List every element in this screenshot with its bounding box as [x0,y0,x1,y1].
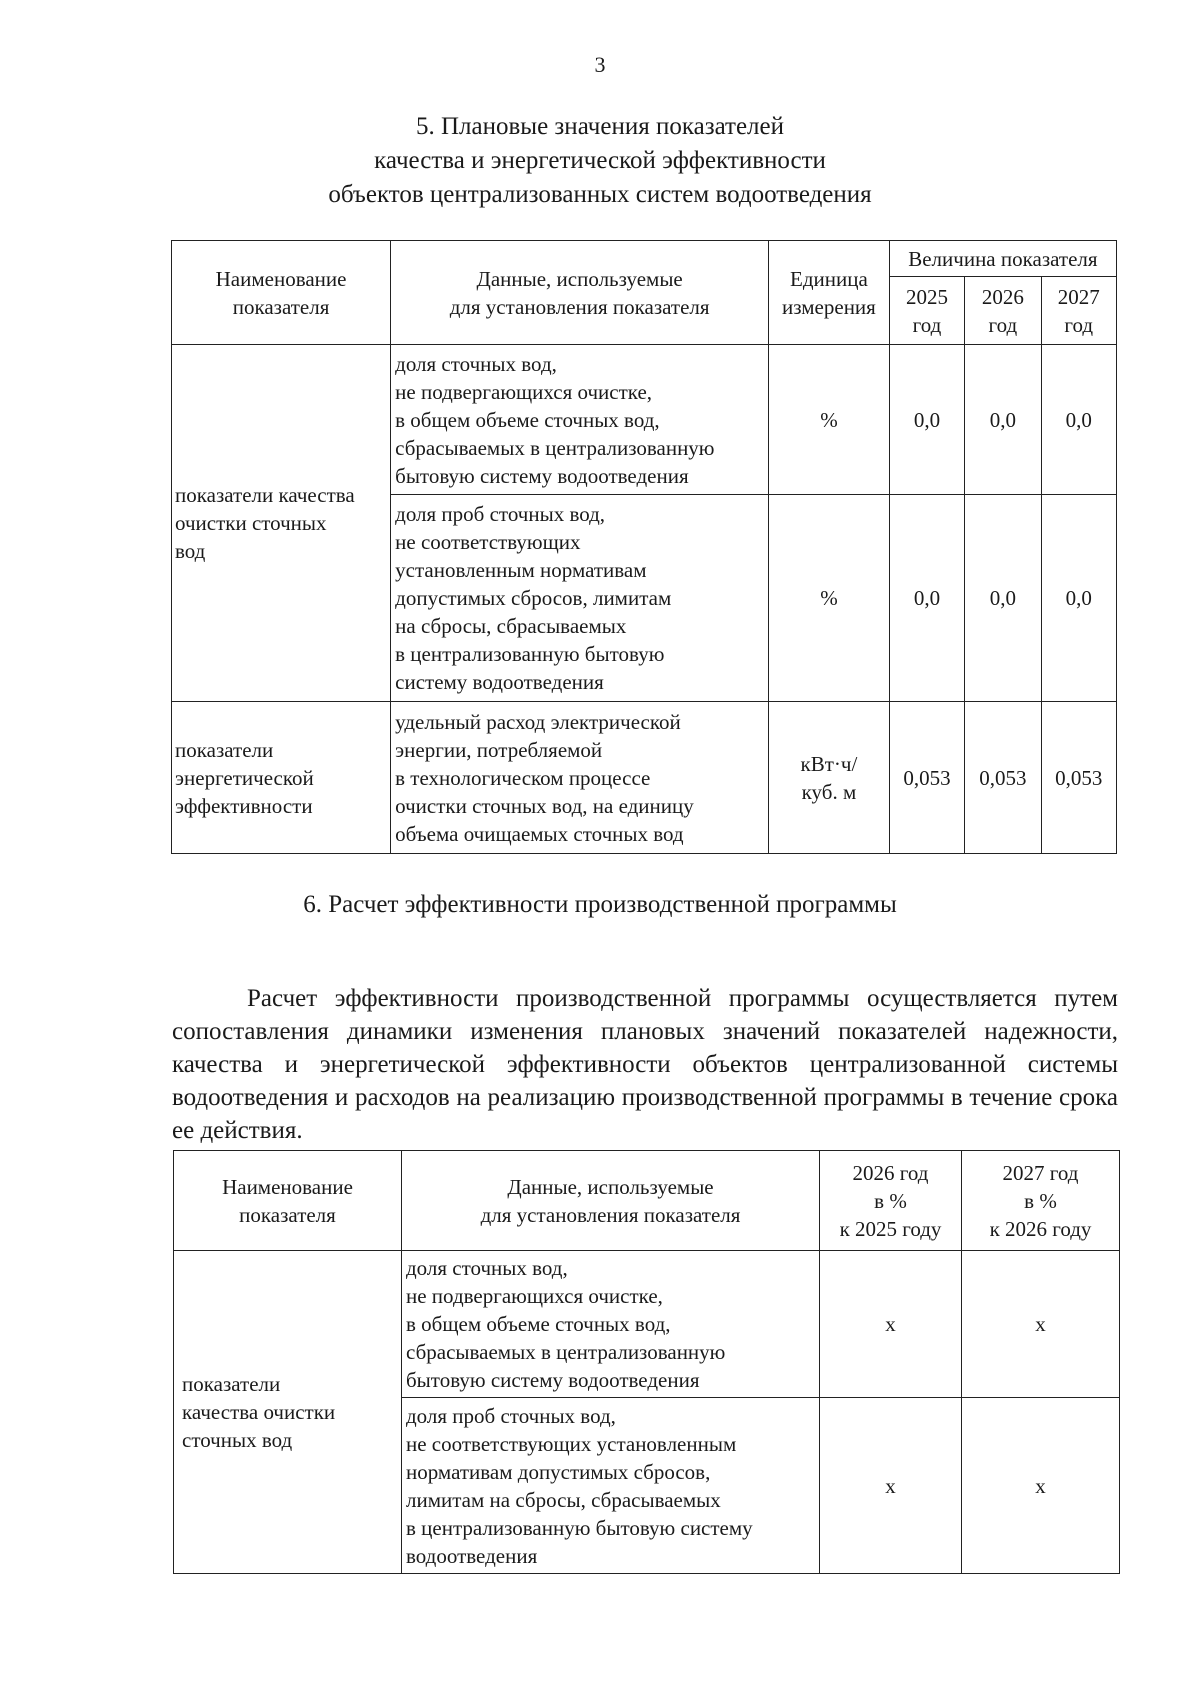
row-description: доля сточных вод, не подвергающихся очистке, в общем объеме сточных вод, сбрасываемых в централизованную бытовую систему водоотведения [402,1251,820,1398]
header-indicator-name: Наименование показателя [172,241,391,345]
row-category-energy: показатели энергетической эффективности [172,702,391,854]
efficiency-table [173,1150,1120,1574]
header-year-2026: 2026 год [965,277,1041,345]
row-category-quality: показатели качества очистки сточных вод [172,345,391,702]
section-5-title [0,110,1200,212]
value-2026: 0,0 [965,495,1041,702]
value-2027: 0,0 [1041,495,1116,702]
header-2026-percent: 2026 год в % к 2025 году [820,1151,962,1251]
value-2026: 0,0 [965,345,1041,495]
header-unit: Единица измерения [769,241,890,345]
header-indicator-data: Данные, используемые для установления показателя [391,241,769,345]
header-value: Величина показателя [889,241,1116,277]
section-6-title: 6. Расчет эффективности производственной программы [303,891,897,918]
section-5-title-line: 5. Плановые значения показателей [415,113,785,140]
row-unit: % [769,345,890,495]
table-row [172,345,1117,495]
value-2025: 0,0 [889,345,964,495]
row-unit: кВт·ч/ куб. м [769,702,890,854]
value-2027: 0,053 [1041,702,1116,854]
value-2025: 0,0 [889,495,964,702]
header-indicator-data: Данные, используемые для установления показателя [402,1151,820,1251]
table-row [174,1251,1120,1398]
value-2027: х [962,1251,1120,1398]
value-2027: 0,0 [1041,345,1116,495]
header-year-2025: 2025 год [889,277,964,345]
page-number: 3 [594,52,606,77]
value-2026: х [820,1398,962,1574]
header-year-2027: 2027 год [1041,277,1116,345]
row-category-quality: показатели качества очистки сточных вод [174,1251,402,1574]
table-row [172,702,1117,854]
header-2027-percent: 2027 год в % к 2026 году [962,1151,1120,1251]
value-2025: 0,053 [889,702,964,854]
row-description: доля проб сточных вод, не соответствующих установленным нормативам допустимых сбросов, лимитам на сбросы, сбрасываемых в централизованную бытовую систему водоотведения [391,495,769,702]
section-5-title-line: объектов централизованных систем водоотведения [328,181,872,208]
row-description: удельный расход электрической энергии, потребляемой в технологическом процессе очистки сточных вод, на единицу объема очищаемых сточных вод [391,702,769,854]
value-2026: х [820,1251,962,1398]
section-5-title-line: качества и энергетической эффективности [374,147,826,174]
row-description: доля сточных вод, не подвергающихся очистке, в общем объеме сточных вод, сбрасываемых в централизованную бытовую систему водоотведения [391,345,769,495]
row-unit: % [769,495,890,702]
indicators-table [171,240,1117,854]
value-2026: 0,053 [965,702,1041,854]
row-description: доля проб сточных вод, не соответствующих установленным нормативам допустимых сбросов, лимитам на сбросы, сбрасываемых в централизованную бытовую систему водоотведения [402,1398,820,1574]
value-2027: х [962,1398,1120,1574]
header-indicator-name: Наименование показателя [174,1151,402,1251]
efficiency-paragraph: Расчет эффективности производственной программы осуществляется путем сопоставления динамики изменения плановых значений показателей надежности, качества и энергетической эффективности объектов централизованной системы водоотведения и расходов на реализацию производственной программы в течение срока ее действия. [172,985,1118,1144]
